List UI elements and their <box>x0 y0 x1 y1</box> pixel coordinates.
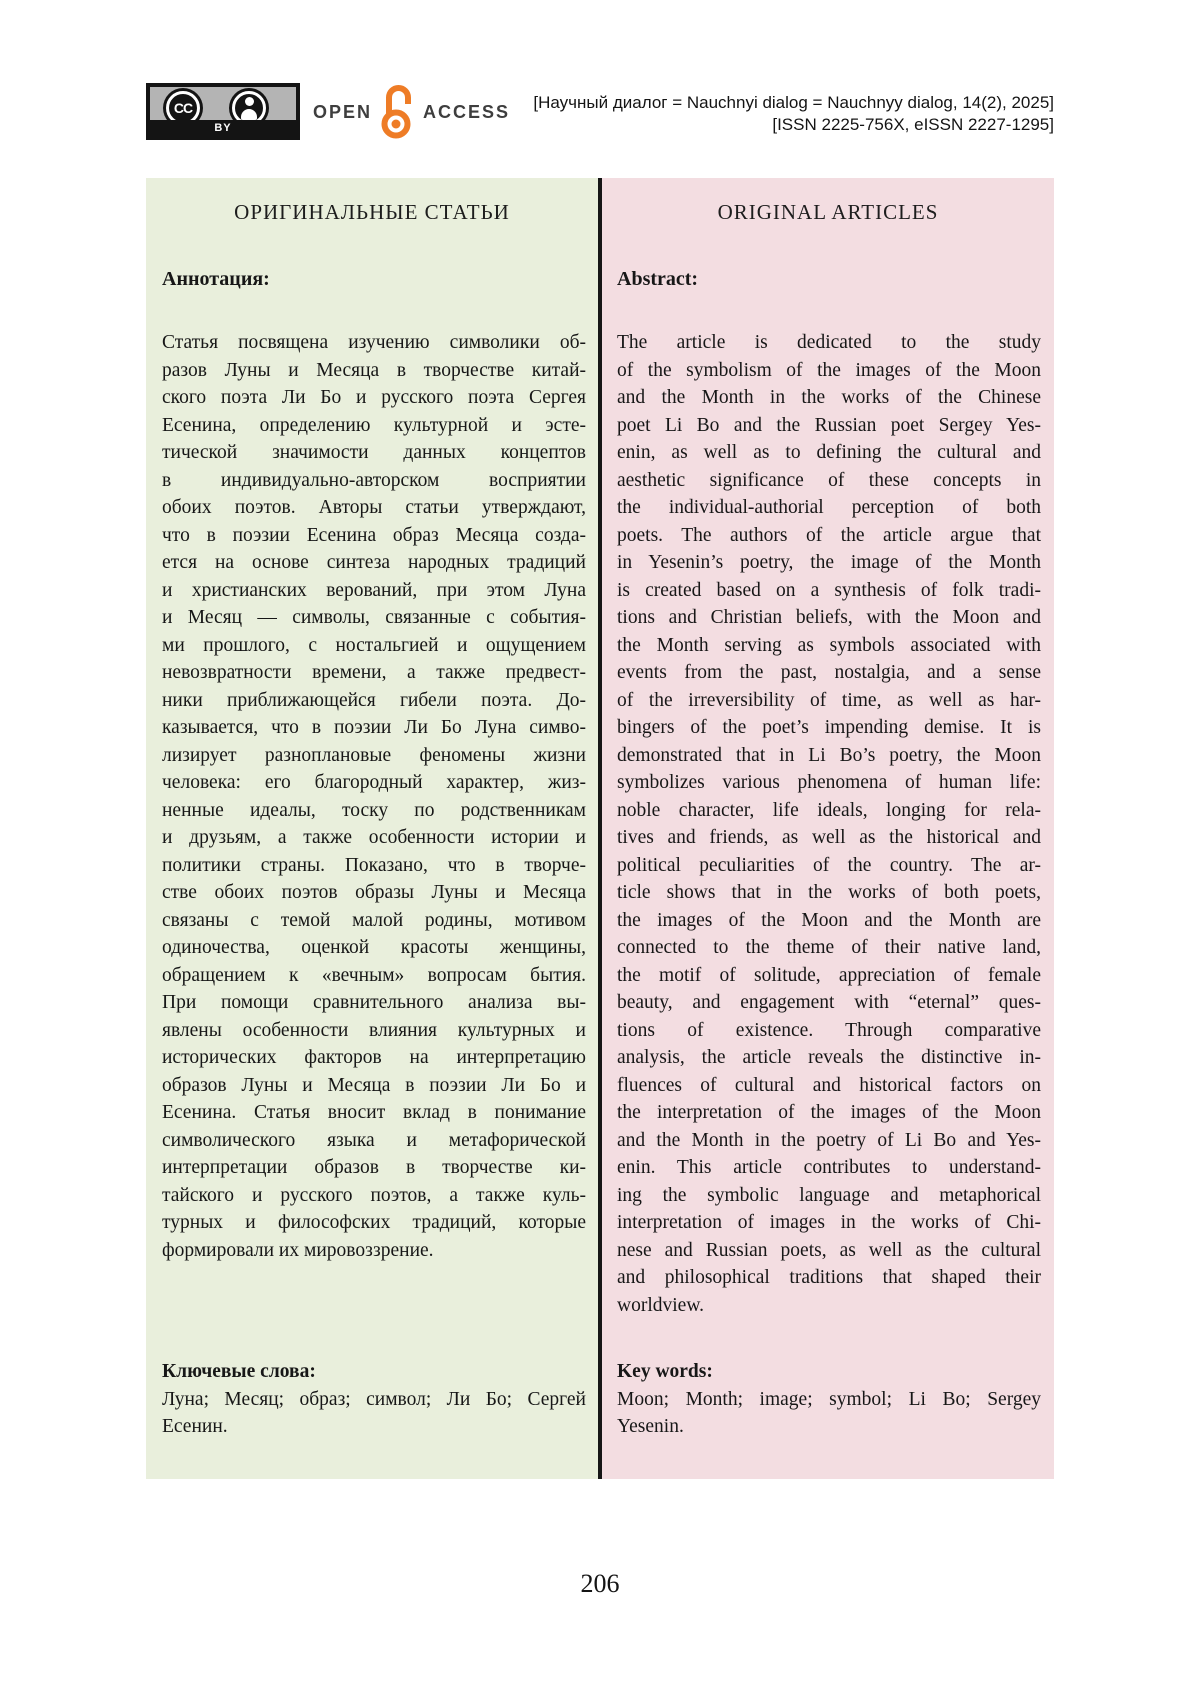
open-access-open-label: OPEN <box>313 101 373 122</box>
text-line: ского поэта Ли Бо и русского поэта Сергея <box>162 387 586 408</box>
text-line: образов Луны и Месяца в поэзии Ли Бо и <box>162 1074 586 1096</box>
text-line: исторических факторов на интерпретацию <box>162 1047 586 1068</box>
russian-column <box>146 178 598 1479</box>
journal-issn-line: [ISSN 2225-756X, eISSN 2227-1295] <box>772 115 1054 134</box>
text-line: and the Month in the works of the Chinese <box>617 387 1041 408</box>
russian-keywords-section <box>162 1358 586 1441</box>
text-line: political peculiarities of the country. The ar- <box>617 854 1041 876</box>
text-line: worldview. <box>617 1294 705 1316</box>
text-line: ники приближающейся гибели поэта. До- <box>162 689 586 711</box>
text-line: ется на основе синтеза народных традиций <box>162 552 586 573</box>
english-keywords-section <box>617 1358 1041 1441</box>
russian-keywords-text <box>162 1386 586 1441</box>
text-line: в индивидуально-авторском восприятии <box>162 469 586 491</box>
text-line: tions and Christian beliefs, with the Moon and <box>617 607 1041 628</box>
text-line: казывается, что в поэзии Ли Бо Луна симво- <box>162 717 586 738</box>
text-line: in Yesenin’s poetry, the image of the Month <box>617 552 1041 573</box>
text-line: человека: его благородный характер, жиз- <box>162 772 586 793</box>
russian-column-header: ОРИГИНАЛЬНЫЕ СТАТЬИ <box>234 200 510 224</box>
text-line: noble character, life ideals, longing for rela- <box>617 799 1041 821</box>
text-line: the images of the Moon and the Month are <box>617 909 1041 931</box>
text-line: политики страны. Показано, что в творче- <box>162 854 586 876</box>
text-line: тической значимости данных концептов <box>162 442 586 463</box>
text-line: of the irreversibility of time, as well as har- <box>617 689 1041 711</box>
abstract-columns <box>146 178 1054 1479</box>
text-line: ми прошлого, с ностальгией и ощущением <box>162 634 586 656</box>
text-line: interpretation of images in the works of Chi- <box>617 1212 1041 1233</box>
text-line: and the Month in the poetry of Li Bo and Yes- <box>617 1129 1041 1151</box>
text-line: символического языка и метафорической <box>162 1129 586 1151</box>
journal-title-line: [Научный диалог = Nauchnyi dialog = Nauchnyy dialog, 14(2), 2025] <box>533 93 1054 112</box>
open-access-logo <box>313 84 510 140</box>
text-line: connected to the theme of their native land, <box>617 937 1041 958</box>
text-line: events from the past, nostalgia, and a sense <box>617 662 1041 683</box>
text-line: турных и философских традиций, которые <box>162 1212 586 1233</box>
text-line: demonstrated that in Li Bo’s poetry, the Moon <box>617 744 1041 766</box>
journal-reference <box>533 92 1054 136</box>
text-line: и христианских верований, при этом Луна <box>162 579 586 601</box>
text-line: fluences of cultural and historical factors on <box>617 1074 1041 1096</box>
english-column <box>602 178 1054 1479</box>
text-line: явлены особенности влияния культурных и <box>162 1019 586 1041</box>
text-line: тайского и русского поэтов, а также куль- <box>162 1184 586 1206</box>
text-line: symbolizes various phenomena of human life: <box>617 772 1041 793</box>
text-line: формировали их мировоззрение. <box>162 1239 434 1261</box>
text-line: интерпретации образов в творчестве ки- <box>162 1157 586 1178</box>
text-line: обращением к «вечным» вопросам бытия. <box>162 964 586 986</box>
text-line: bingers of the poet’s impending demise. It is <box>617 717 1041 738</box>
russian-abstract-text <box>162 329 586 1264</box>
text-line: Yesenin. <box>617 1416 684 1437</box>
text-line: связаны с темой малой родины, мотивом <box>162 909 586 931</box>
text-line: is created based on a synthesis of folk tradi- <box>617 579 1041 601</box>
text-line: ненные идеалы, тоску по родственникам <box>162 799 586 821</box>
text-line: poets. The authors of the article argue that <box>617 524 1041 546</box>
text-line: лизирует разноплановые феномены жизни <box>162 744 586 766</box>
annotation-title: Аннотация: <box>162 268 270 290</box>
text-line: что в поэзии Есенина образ Месяца созда- <box>162 524 586 546</box>
text-line: enin. This article contributes to understand- <box>617 1157 1041 1178</box>
open-lock-icon <box>379 84 416 140</box>
abstract-title: Abstract: <box>617 268 699 290</box>
cc-by-license-badge <box>146 83 300 140</box>
text-line: Есенин. <box>162 1416 228 1437</box>
russian-keywords-title: Ключевые слова: <box>162 1361 316 1382</box>
text-line: ticle shows that in the works of both poets, <box>617 882 1041 903</box>
text-line: the interpretation of the images of the Moon <box>617 1102 1041 1123</box>
cc-icon: CC <box>166 91 200 125</box>
person-body-shape <box>241 109 257 120</box>
text-line: Луна; Месяц; образ; символ; Ли Бо; Сергей <box>162 1388 586 1410</box>
text-line: Есенина. Статья вносит вклад в понимание <box>162 1102 586 1123</box>
english-keywords-title: Key words: <box>617 1361 713 1382</box>
text-line: стве обоих поэтов образы Луны и Месяца <box>162 882 586 903</box>
page-number: 206 <box>580 1569 620 1598</box>
text-line: невозвратности времени, а также предвест- <box>162 662 586 683</box>
text-line: Есенина, определению культурной и эсте- <box>162 414 586 436</box>
text-line: обоих поэтов. Авторы статьи утверждают, <box>162 497 586 518</box>
text-line: the Month serving as symbols associated with <box>617 634 1041 656</box>
text-line: analysis, the article reveals the distinctive in- <box>617 1047 1041 1068</box>
text-line: и друзьям, а также особенности истории и <box>162 827 586 848</box>
text-line: enin, as well as to defining the cultural and <box>617 442 1041 463</box>
english-column-header: ORIGINAL ARTICLES <box>717 200 939 224</box>
text-line: and philosophical traditions that shaped their <box>617 1267 1041 1288</box>
text-line: tions of existence. Through comparative <box>617 1019 1041 1041</box>
text-line: tives and friends, as well as the historical and <box>617 827 1041 848</box>
text-line: the individual-authorial perception of both <box>617 497 1041 518</box>
text-line: Moon; Month; image; symbol; Li Bo; Sergey <box>617 1388 1041 1410</box>
english-abstract-text <box>617 329 1041 1319</box>
open-access-access-label: ACCESS <box>423 101 511 122</box>
text-line: poet Li Bo and the Russian poet Sergey Yes- <box>617 414 1041 436</box>
text-line: the motif of solitude, appreciation of female <box>617 964 1041 986</box>
english-keywords-text <box>617 1386 1041 1441</box>
text-line: При помощи сравнительного анализа вы- <box>162 992 586 1013</box>
person-head-shape <box>245 97 254 106</box>
text-line: одиночества, оценкой красоты женщины, <box>162 937 586 958</box>
text-line: ing the symbolic language and metaphorical <box>617 1184 1041 1206</box>
text-line: nese and Russian poets, as well as the cultural <box>617 1239 1041 1261</box>
text-line: aesthetic significance of these concepts in <box>617 469 1041 491</box>
text-line: и Месяц — символы, связанные с события- <box>162 607 586 628</box>
text-line: The article is dedicated to the study <box>617 332 1041 353</box>
cc-by-label: BY <box>150 120 296 136</box>
text-line: разов Луны и Месяца в творчестве китай- <box>162 359 586 381</box>
text-line: beauty, and engagement with “eternal” ques- <box>617 992 1041 1013</box>
text-line: Статья посвящена изучению символики об- <box>162 332 586 353</box>
text-line: of the symbolism of the images of the Moon <box>617 359 1041 381</box>
